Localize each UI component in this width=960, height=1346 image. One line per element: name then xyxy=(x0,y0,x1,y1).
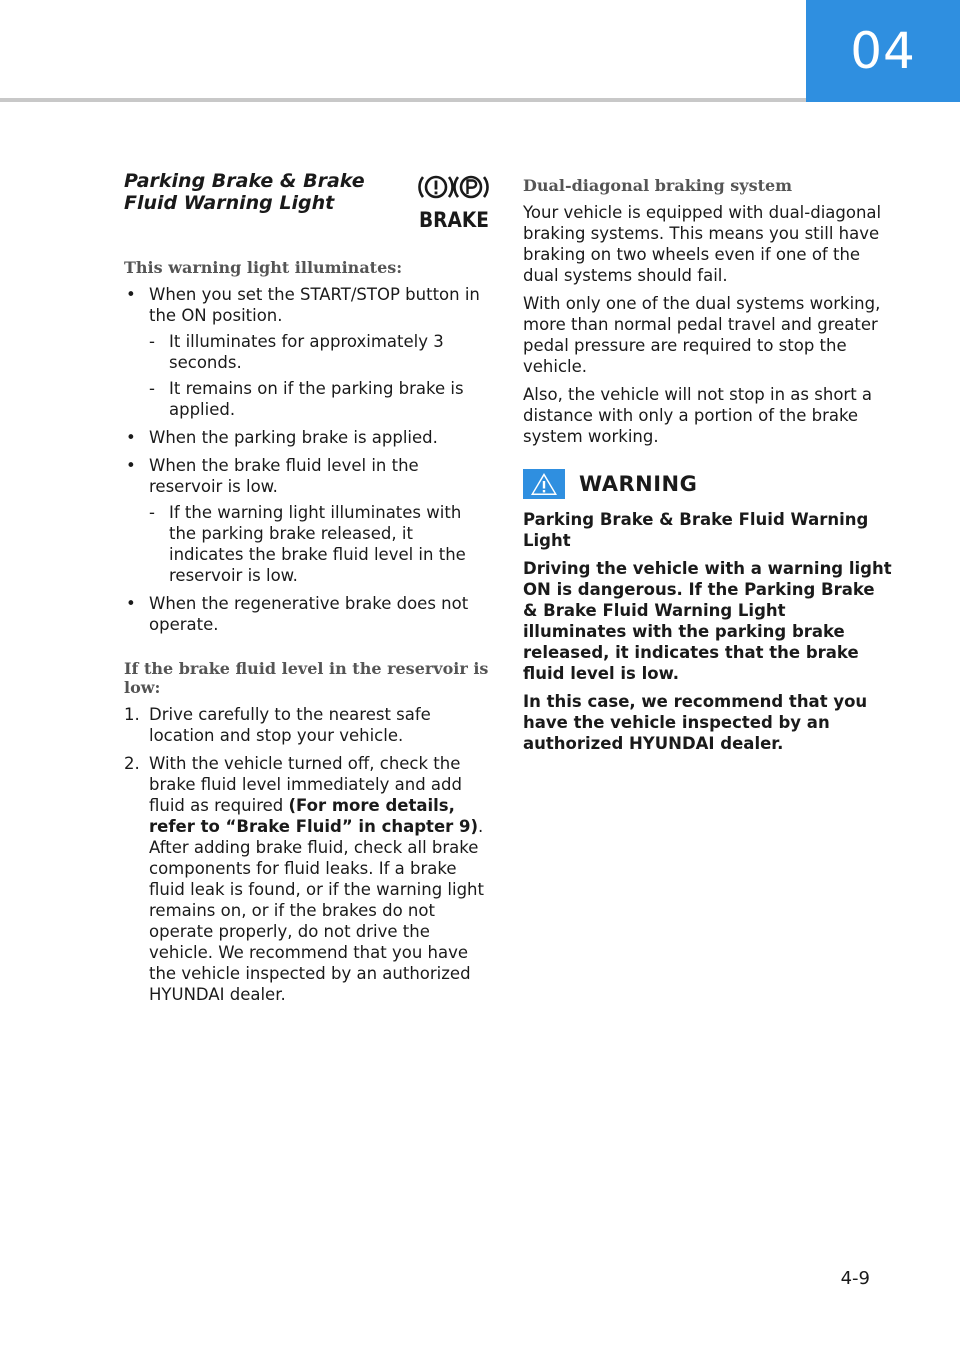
warning-triangle-icon xyxy=(523,469,565,499)
paragraph: With only one of the dual systems working, more than normal pedal travel and greater pedal pressure are required to stop the vehicle. xyxy=(523,294,881,376)
sub-list-item: - It remains on if the parking brake is applied. xyxy=(149,378,490,420)
list-item xyxy=(124,455,490,586)
section-header xyxy=(124,170,490,230)
sub-list-item: - If the warning light illuminates with the parking brake released, it indicates the brake fluid level in the reservoir is low. xyxy=(149,502,490,586)
step-item xyxy=(124,753,490,1005)
warning-header xyxy=(523,469,893,499)
header-rule xyxy=(0,98,806,102)
warning-paragraph: Parking Brake & Brake Fluid Warning Light xyxy=(523,510,869,550)
list-item-text: When the brake fluid level in the reservoir is low. xyxy=(149,456,419,496)
step-item xyxy=(124,704,490,746)
warning-body xyxy=(523,509,893,754)
list-item-text: When the parking brake is applied. xyxy=(149,428,438,447)
list-item-text: When you set the START/STOP button in the ON position. xyxy=(149,285,480,325)
brake-symbol-text: BRAKE xyxy=(419,208,489,232)
step-number: 2. xyxy=(124,754,140,773)
list-item xyxy=(124,593,490,635)
low-fluid-heading: If the brake fluid level in the reservoir is low: xyxy=(124,659,489,697)
warning-paragraph: In this case, we recommend that you have the vehicle inspected by an authorized HYUNDAI dealer. xyxy=(523,692,868,753)
warning-title: WARNING xyxy=(579,472,698,496)
paragraph: Your vehicle is equipped with dual-diagonal braking systems. This means you still have braking on two wheels even if one of the dual systems should fail. xyxy=(523,203,882,285)
sub-list xyxy=(149,502,490,586)
step-text-continued: . After adding brake fluid, check all brake components for fluid leaks. If a brake fluid leak is found, or if the warning light remains on, or if the brakes do not operate properly, do not drive the vehicle. We recommend that you have the vehicle inspected by an authorized HYUNDAI dealer. xyxy=(149,817,484,1004)
page-number: 4-9 xyxy=(840,1268,870,1289)
step-number: 1. xyxy=(124,705,140,724)
left-column xyxy=(124,170,490,1012)
step-text: Drive carefully to the nearest safe location and stop your vehicle. xyxy=(149,705,431,745)
step-text: With the vehicle turned off, check the brake fluid level immediately and add fluid as required xyxy=(149,754,462,815)
warning-paragraph: Driving the vehicle with a warning light ON is dangerous. If the Parking Brake & Brake Fluid Warning Light illuminates with the parking brake released, it indicates that the brake fluid level is low. xyxy=(523,559,892,683)
step-reference: (For more details, refer to “Brake Fluid” in chapter 9) xyxy=(149,796,479,836)
section-title: Parking Brake & Brake Fluid Warning Light xyxy=(124,170,365,214)
illuminates-list xyxy=(124,284,490,635)
list-item xyxy=(124,284,490,420)
right-column xyxy=(523,176,893,761)
chapter-number: 04 xyxy=(850,22,916,80)
sub-list xyxy=(149,331,490,420)
dual-diagonal-heading: Dual-diagonal braking system xyxy=(523,176,793,195)
list-item xyxy=(124,427,490,448)
sub-list-item: - It illuminates for approximately 3 seconds. xyxy=(149,331,490,373)
parking-brake-warning-icon xyxy=(418,172,490,230)
list-item-text: When the regenerative brake does not operate. xyxy=(149,594,469,634)
illuminates-heading: This warning light illuminates: xyxy=(124,258,403,277)
low-fluid-steps xyxy=(124,704,490,1005)
chapter-tab xyxy=(806,0,960,102)
paragraph: Also, the vehicle will not stop in as short a distance with only a portion of the brake system working. xyxy=(523,385,873,446)
